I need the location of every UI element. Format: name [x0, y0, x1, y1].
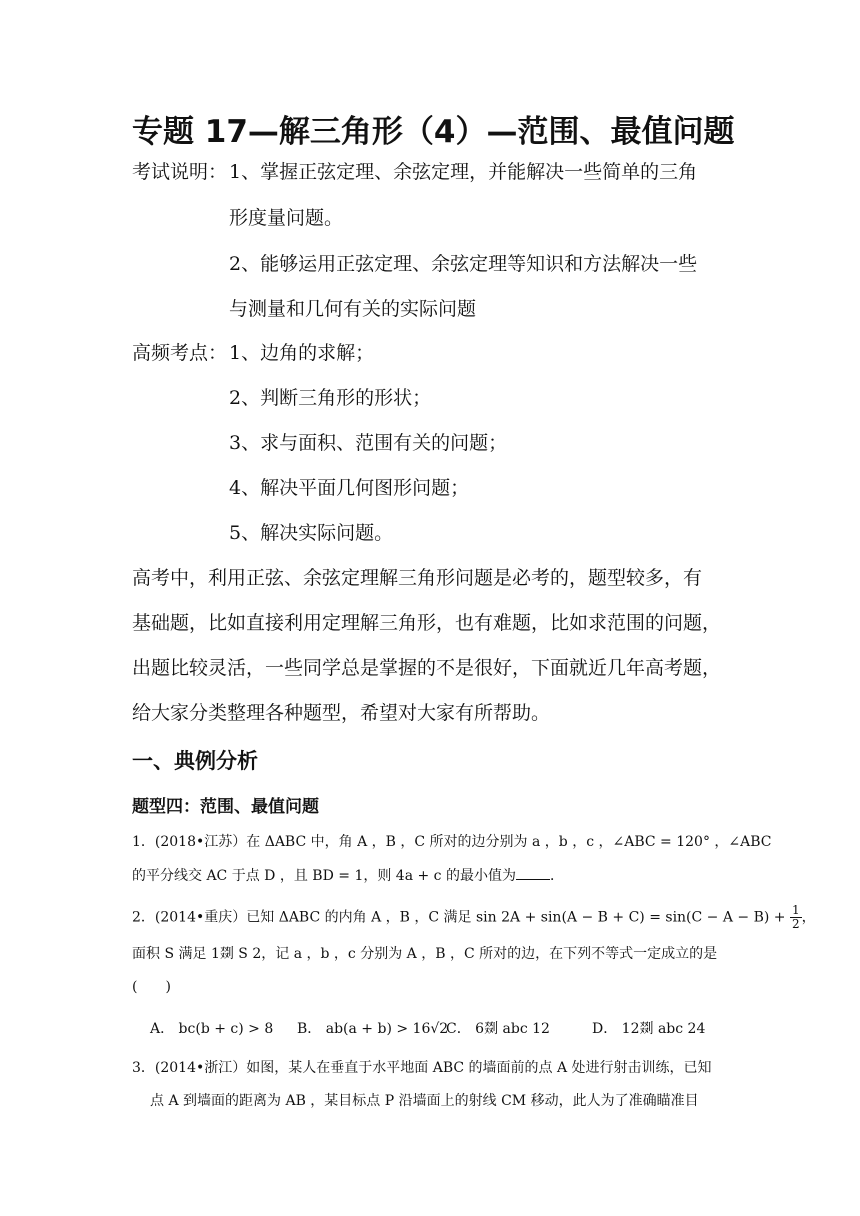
freq-label: 高频考点：	[132, 342, 228, 364]
fraction-numerator: 1	[792, 903, 800, 917]
freq-item: 3、求与面积、范围有关的问题；	[229, 432, 508, 454]
page-title: 专题 17—解三角形（4）—范围、最值问题	[132, 114, 735, 150]
q2-line1	[132, 904, 816, 931]
q2-option-b: B． ab(a + b) > 16√2	[297, 1021, 449, 1037]
q2-line1-text: 2．(2014•重庆）已知 ΔABC 的内角 A ，B ，C 满足 sin 2A + sin(A − B + C) = sin(C − A − B) +	[132, 909, 786, 926]
q2-option-d: D． 12剟 abc 24	[592, 1021, 706, 1037]
answer-blank	[516, 865, 550, 880]
exam-desc-item1-b: 形度量问题。	[229, 207, 344, 229]
intro-line: 高考中，利用正弦、余弦定理解三角形问题是必考的，题型较多，有	[132, 567, 703, 589]
freq-item: 1、边角的求解；	[229, 342, 375, 364]
q2-line2: 面积 S 满足 1剟 S 2，记 a ，b ，c 分别为 A ，B ，C 所对的边，在下列不等式一定成立的是	[132, 946, 718, 962]
q1-line2	[132, 865, 564, 886]
q1-line1: 1．(2018•江苏）在 ΔABC 中，角 A ，B ，C 所对的边分别为 a ，b ，c ，∠ABC = 120° ，∠ABC	[132, 834, 772, 850]
freq-item: 2、判断三角形的形状；	[229, 387, 432, 409]
intro-line: 出题比较灵活，一些同学总是掌握的不是很好，下面就近几年高考题，	[132, 657, 722, 679]
intro-line: 基础题，比如直接利用定理解三角形，也有难题，比如求范围的问题，	[132, 612, 722, 634]
q1-line2-end: ．	[549, 868, 564, 884]
exam-desc-label: 考试说明：	[132, 161, 228, 183]
exam-desc-item2-b: 与测量和几何有关的实际问题	[229, 298, 477, 320]
q3-line2: 点 A 到墙面的距离为 AB ，某目标点 P 沿墙面上的射线 CM 移动，此人为了准确瞄准目	[150, 1093, 699, 1109]
q2-line1-end: ，	[801, 909, 816, 926]
q1-line2-text: 的平分线交 AC 于点 D ，且 BD = 1，则 4a + c 的最小值为	[132, 868, 516, 884]
subsection-heading: 题型四：范围、最值问题	[132, 797, 319, 817]
freq-item: 5、解决实际问题。	[229, 522, 394, 544]
section-heading: 一、典例分析	[132, 749, 258, 773]
fraction-denominator: 2	[792, 917, 800, 931]
fraction	[790, 904, 802, 931]
q3-line1: 3．(2014•浙江）如图，某人在垂直于水平地面 ABC 的墙面前的点 A 处进行射击训练，已知	[132, 1060, 712, 1076]
exam-desc-item1-a: 1、掌握正弦定理、余弦定理，并能解决一些简单的三角	[229, 161, 698, 183]
q2-option-a: A． bc(b + c) > 8	[150, 1021, 274, 1037]
freq-item: 4、解决平面几何图形问题；	[229, 477, 470, 499]
q2-line3: ( )	[132, 979, 171, 995]
exam-desc-item2-a: 2、能够运用正弦定理、余弦定理等知识和方法解决一些	[229, 253, 698, 275]
q2-option-c: C． 6剟 abc 12	[446, 1021, 550, 1037]
intro-line: 给大家分类整理各种题型，希望对大家有所帮助。	[132, 702, 551, 724]
